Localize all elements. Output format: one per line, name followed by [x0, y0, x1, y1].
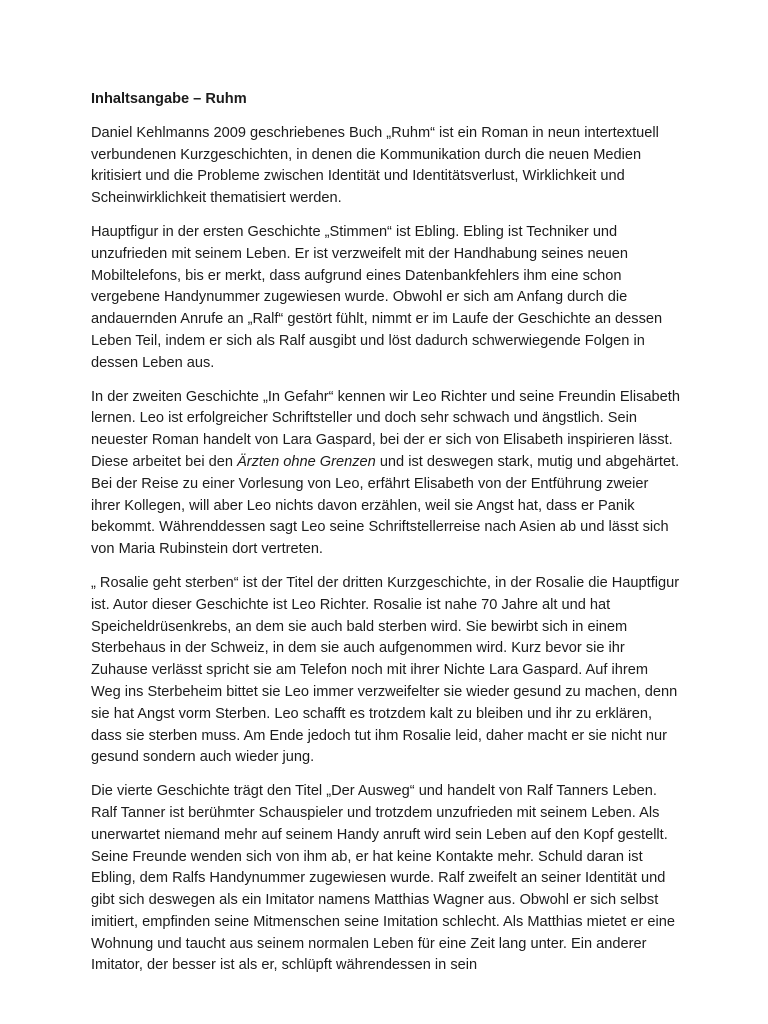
paragraph-stimmen: Hauptfigur in der ersten Geschichte „Stimmen“ ist Ebling. Ebling ist Techniker und unzufrieden mit seinem Leben. Er ist verzweifelt mit der Handhabung seines neuen Mobiltelefons, bis er merkt, dass aufgrund eines Datenbankfehlers ihm eine schon vergebene Handynummer zugewiesen wurde. Obwohl er sich am Anfang durch die andauernden Anrufe an „Ralf“ gestört fühlt, nimmt er im Laufe der Geschichte an dessen Leben Teil, indem er sich als Ralf ausgibt und löst dadurch schwerwiegende Folgen in dessen Leben aus. [91, 223, 663, 371]
paragraph-in-gefahr-text-2: und ist deswegen stark, mutig und abgehärtet. Bei der Reise zu einer Vorlesung von Leo, erfährt Elisabeth von der Entführung zweier ihrer Kollegen, will aber Leo nichts davon erzählen, weil sie Angst hat, dass er Panik bekommt. Währenddessen sagt Leo seine Schriftstellerreise nach Asien ab und lässt sich von Maria Rubinstein dort vertreten. [91, 453, 680, 558]
paragraph-intro: Daniel Kehlmanns 2009 geschriebenes Buch „Ruhm“ ist ein Roman in neun intertextuell verbundenen Kurzgeschichten, in denen die Kommunikation durch die neuen Medien kritisiert und die Probleme zwischen Identität und Identitätsverlust, Wirklichkeit und Scheinwirklichkeit thematisiert werden. [91, 124, 659, 207]
paragraph-in-gefahr [91, 387, 681, 561]
document-page [91, 89, 681, 977]
paragraph-in-gefahr-emphasis: Ärzten ohne Grenzen [237, 453, 376, 470]
paragraph-ausweg: Die vierte Geschichte trägt den Titel „Der Ausweg“ und handelt von Ralf Tanners Leben. Ralf Tanner ist berühmter Schauspieler und trotzdem unzufrieden mit seinem Leben. Als unerwartet niemand mehr auf seinem Handy anruft wird sein Leben auf den Kopf gestellt. Seine Freunde wenden sich von ihm ab, er hat keine Kontakte mehr. Schuld daran ist Ebling, dem Ralfs Handynummer zugewiesen wurde. Ralf zweifelt an seiner Identität und gibt sich deswegen als ein Imitator namens Matthias Wagner aus. Obwohl er sich selbst imitiert, empfinden seine Mitmenschen seine Imitation schlecht. Als Matthias mietet er eine Wohnung und taucht aus seinem normalen Leben für eine Zeit lang unter. Ein anderer Imitator, der besser ist als er, schlüpft währendessen in sein [91, 783, 676, 974]
paragraph-in-gefahr-text-1: In der zweiten Geschichte „In Gefahr“ kennen wir Leo Richter und seine Freundin Elisabeth lernen. Leo ist erfolgreicher Schriftsteller und doch sehr schwach und ängstlich. Sein neuester Roman handelt von Lara Gaspard, bei der er sich von Elisabeth inspirieren lässt. Diese arbeitet bei den [91, 388, 680, 470]
paragraph-rosalie: „ Rosalie geht sterben“ ist der Titel der dritten Kurzgeschichte, in der Rosalie die Hauptfigur ist. Autor dieser Geschichte ist Leo Richter. Rosalie ist nahe 70 Jahre alt und hat Speicheldrüsenkrebs, an dem sie auch bald sterben wird. Sie bewirbt sich in einem Sterbehaus in der Schweiz, in dem sie auch aufgenommen wird. Kurz bevor sie ihr Zuhause verlässt spricht sie am Telefon noch mit ihrer Nichte Lara Gaspard. Auf ihrem Weg ins Sterbeheim bittet sie Leo immer verzweifelter sie wieder gesund zu machen, denn sie hat Angst vorm Sterben. Leo schafft es trotzdem kalt zu bleiben und ihr zu erklären, dass sie sterben muss. Am Ende jedoch tut ihm Rosalie leid, daher macht er sie nicht nur gesund sondern auch wieder jung. [91, 574, 680, 766]
document-title: Inhaltsangabe – Ruhm [91, 91, 247, 107]
